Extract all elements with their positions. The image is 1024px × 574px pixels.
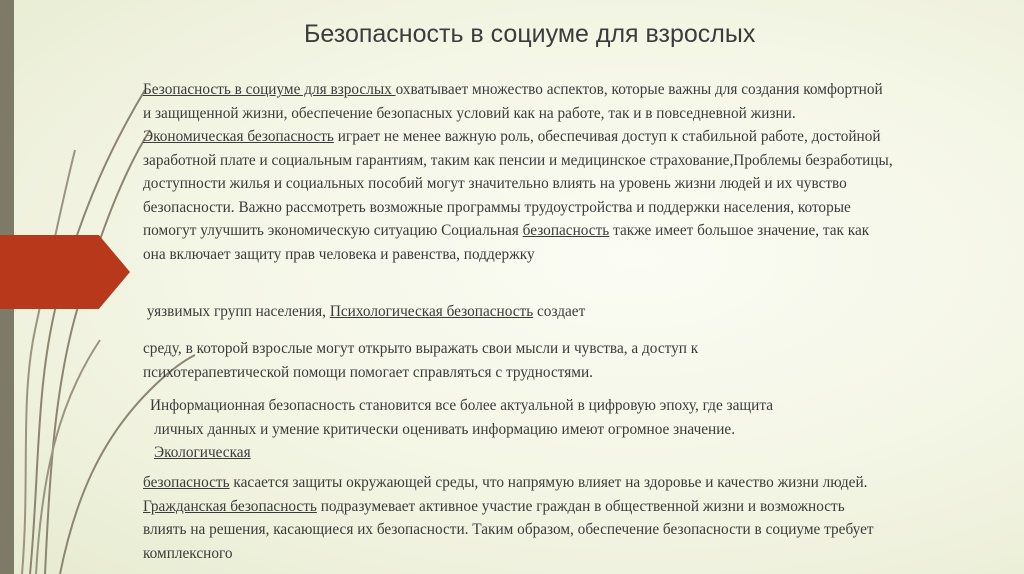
paragraph-2-text: уязвимых групп населения, (143, 303, 330, 320)
paragraph-4-line-1: Информационная безопасность становится все более актуальной в цифровую эпоху, где защита (150, 397, 774, 414)
paragraph-2-text-after: создает (533, 303, 586, 320)
link-ecological-safety[interactable]: Экологическая (154, 444, 251, 461)
paragraph-1-text-a: охватывает множество аспектов, которые важны для создания комфортной и защищенной жизни, обеспечение безопасных условий как на работе, так и в повседневной жизни. (143, 81, 887, 122)
paragraph-2 (143, 300, 903, 324)
link-economic-safety[interactable]: Экономическая безопасность (143, 128, 334, 145)
paragraph-5-text-b: подразумевает активное участие граждан в общественной жизни и возможность влиять на решения, касающиеся их безопасности. Таким образом, обеспечение безопасности в социуме требует комплексного (143, 497, 878, 562)
paragraph-4-line-2: личных данных и умение критически оценивать информацию имеют огромное значение. (154, 420, 736, 438)
paragraph-1-text-b: играет не менее важную роль, обеспечивая доступ к стабильной работе, достойной заработной плате и социальным гарантиям, таким как пенсии и медицинское страхование,Проблемы безработицы, доступности жилья и социальных пособий могут значительно влиять на уровень жизни людей и их чувство безопасности. Важно рассмотреть возможные программы трудоустройства и поддержки населения, которые помогут улучшить экономическую ситуацию Социальная (143, 128, 897, 239)
page-title: Безопасность в социуме для взрослых (304, 20, 756, 48)
paragraph-1-text-c: также имеет большое значение, так как она включает защиту прав человека и равенства, поддержку (143, 222, 874, 263)
curve-1 (30, 90, 145, 574)
link-ecological-safety-cont[interactable]: безопасность (143, 474, 230, 491)
paragraph-1 (143, 78, 897, 266)
paragraph-3-line-1: среду, в которой взрослые могут открыто выражать свои мысли и чувства, а доступ к (143, 340, 699, 357)
paragraph-3 (143, 337, 903, 384)
paragraph-5 (143, 471, 883, 565)
link-psychological-safety[interactable]: Психологическая безопасность (329, 303, 534, 320)
link-safety-in-society[interactable]: Безопасность в социуме для взрослых (143, 81, 396, 98)
link-civil-safety[interactable]: Гражданская безопасность (143, 497, 317, 515)
link-social-safety[interactable]: безопасность (522, 222, 610, 239)
paragraph-4 (150, 394, 910, 465)
paragraph-3-line-2: психотерапевтической помощи помогает справляться с трудностями. (143, 363, 593, 381)
paragraph-5-text-a: касается защиты окружающей среды, что напрямую влияет на здоровье и качество жизни людей. (229, 474, 872, 491)
curve-2 (45, 130, 150, 574)
